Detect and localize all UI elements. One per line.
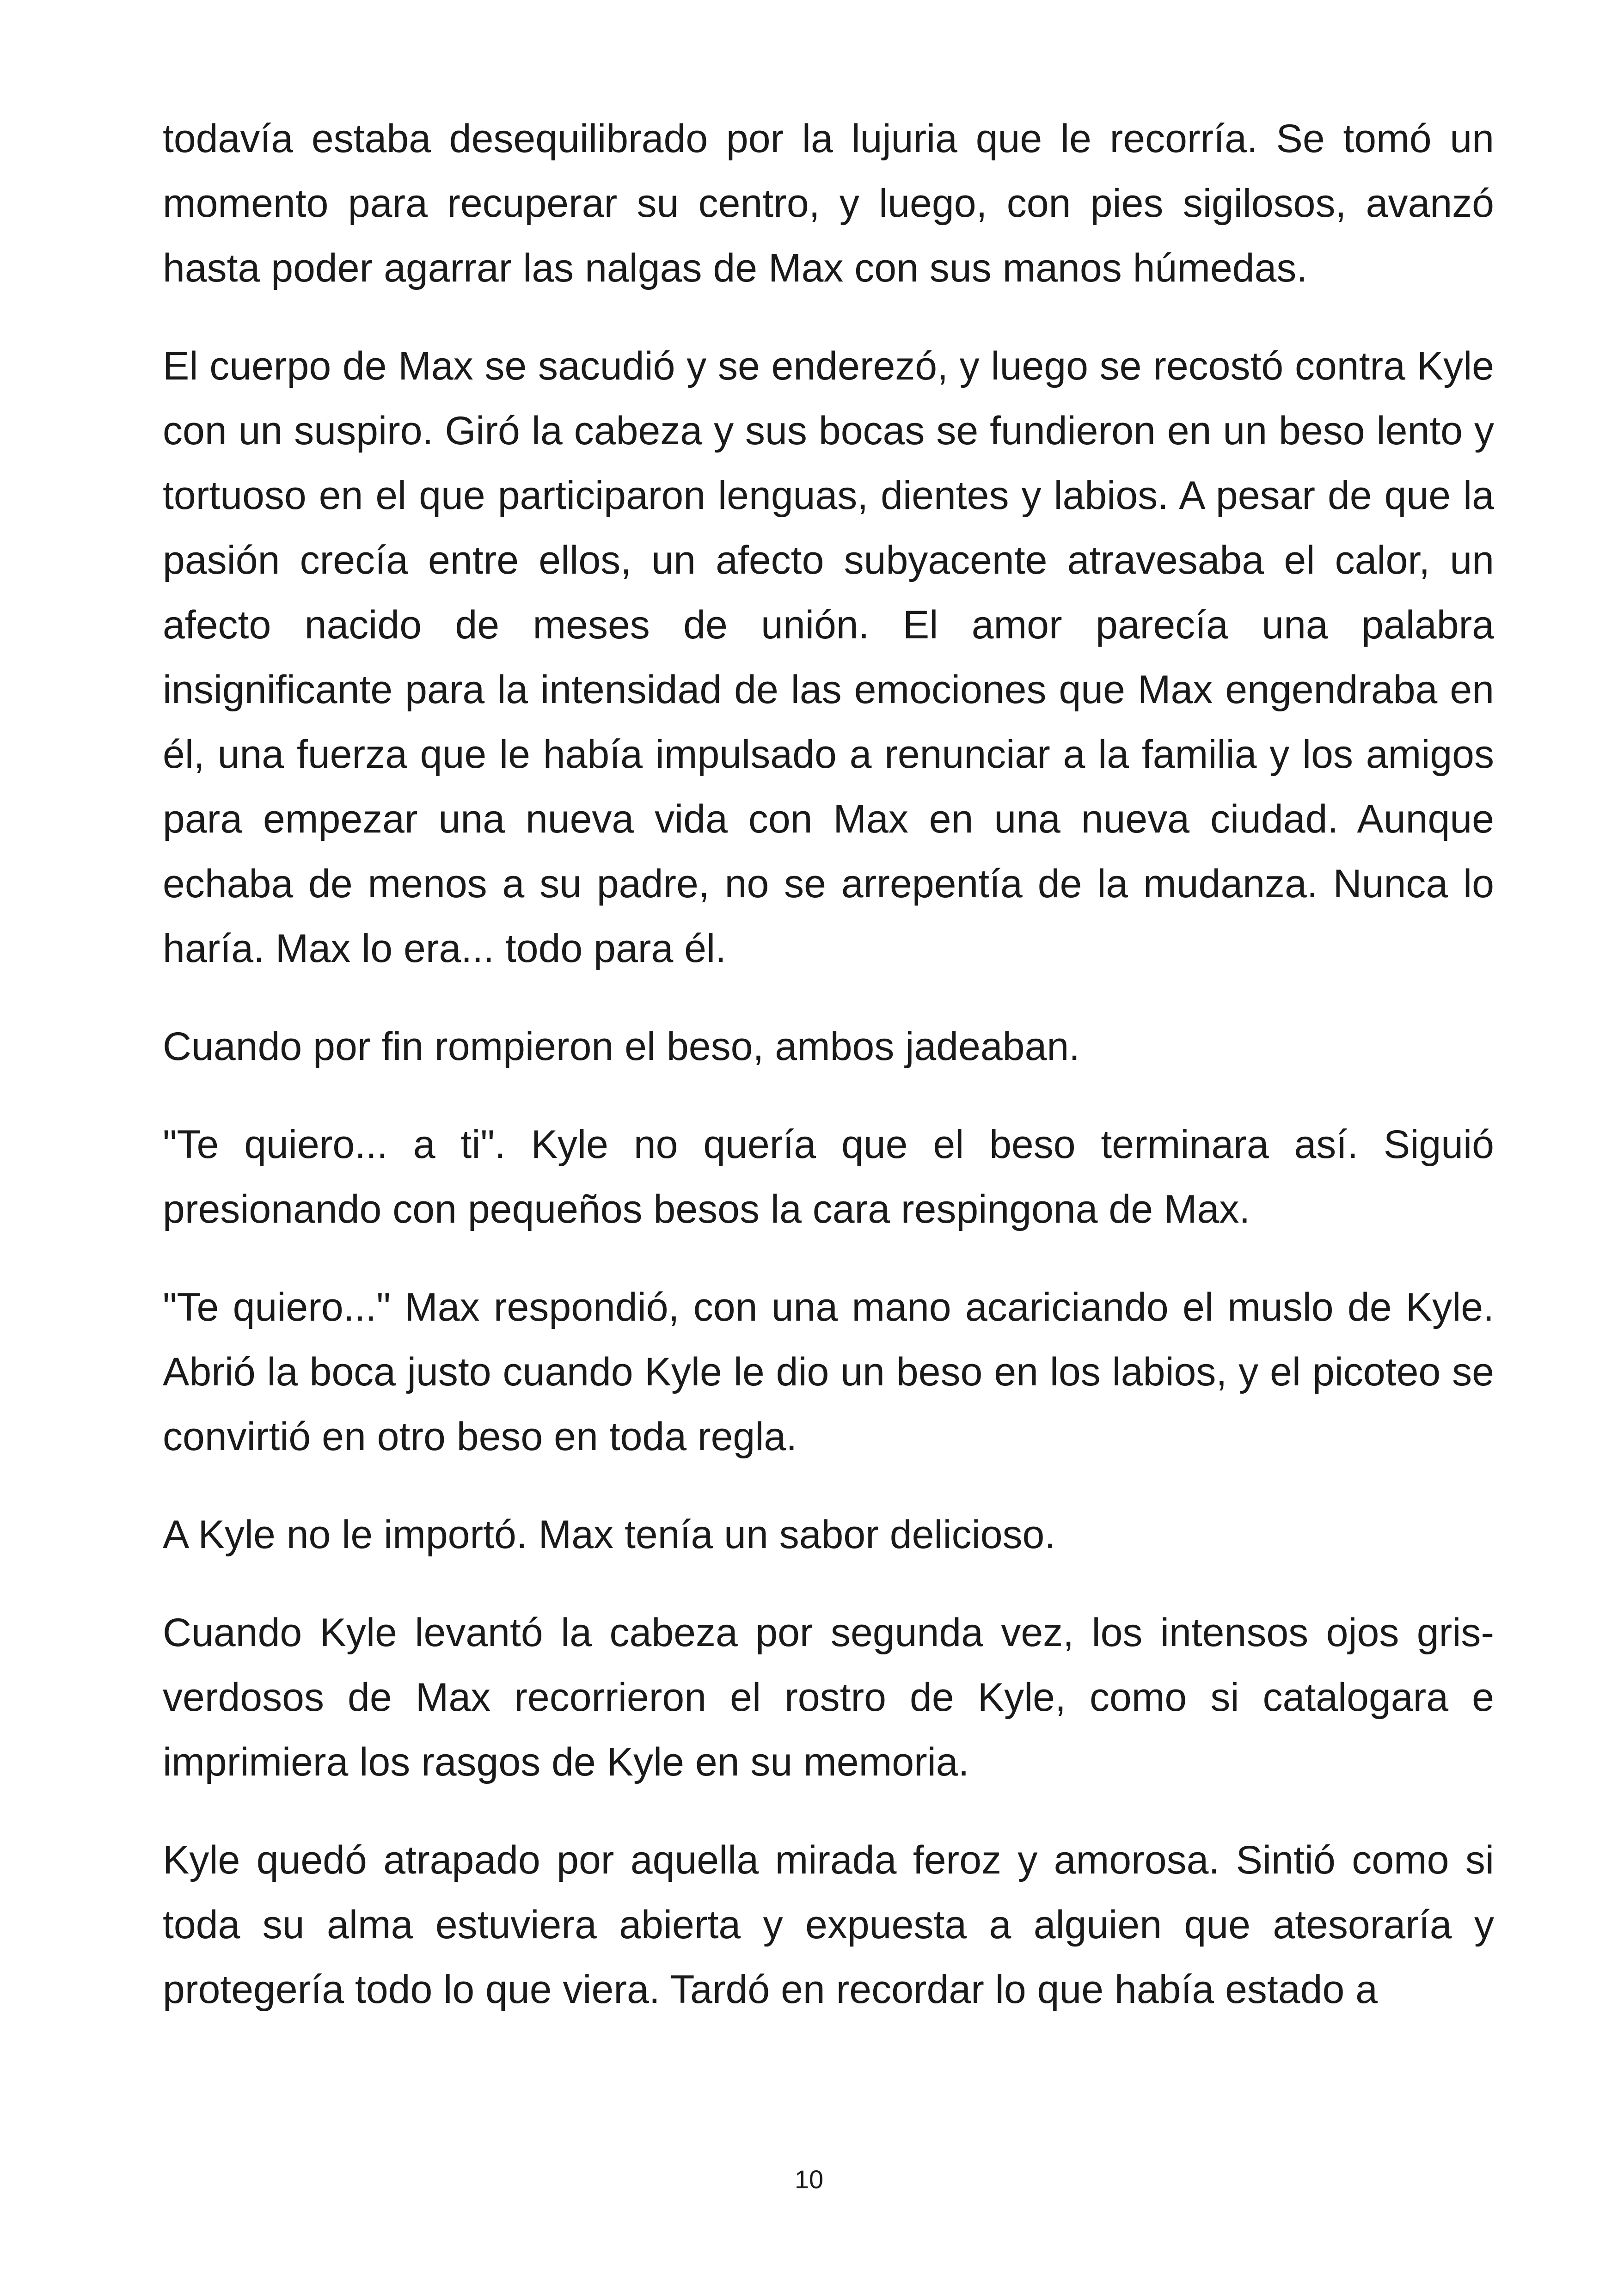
paragraph-6: A Kyle no le importó. Max tenía un sabor delicioso.	[163, 1512, 1056, 1557]
paragraph-1: todavía estaba desequilibrado por la lujuria que le recorría. Se tomó un momento para recuperar su centro, y luego, con pies sigilosos, avanzó hasta poder agarrar las nalgas de Max con sus manos húmedas.	[163, 116, 1494, 290]
paragraph-3: Cuando por fin rompieron el beso, ambos jadeaban.	[163, 1024, 1080, 1069]
paragraph-7: Cuando Kyle levantó la cabeza por segunda vez, los intensos ojos gris-verdosos de Max recorrieron el rostro de Kyle, como si catalogara e imprimiera los rasgos de Kyle en su memoria.	[163, 1610, 1494, 1784]
paragraph-5: "Te quiero..." Max respondió, con una mano acariciando el muslo de Kyle. Abrió la boca justo cuando Kyle le dio un beso en los labios, y el picoteo se convirtió en otro beso en toda regla.	[163, 1285, 1494, 1459]
page-body-text	[163, 106, 1494, 2022]
paragraph-2: El cuerpo de Max se sacudió y se enderezó, y luego se recostó contra Kyle con un suspiro. Giró la cabeza y sus bocas se fundieron en un beso lento y tortuoso en el que participaron lenguas, dientes y labios. A pesar de que la pasión crecía entre ellos, un afecto subyacente atravesaba el calor, un afecto nacido de meses de unión. El amor parecía una palabra insignificante para la intensidad de las emociones que Max engendraba en él, una fuerza que le había impulsado a renunciar a la familia y los amigos para empezar una nueva vida con Max en una nueva ciudad. Aunque echaba de menos a su padre, no se arrepentía de la mudanza. Nunca lo haría. Max lo era... todo para él.	[163, 344, 1494, 971]
paragraph-8: Kyle quedó atrapado por aquella mirada feroz y amorosa. Sintió como si toda su alma estuviera abierta y expuesta a alguien que atesoraría y protegería todo lo que viera. Tardó en recordar lo que había estado a	[163, 1838, 1494, 2012]
paragraph-4: "Te quiero... a ti". Kyle no quería que el beso terminara así. Siguió presionando con pequeños besos la cara respingona de Max.	[163, 1122, 1494, 1231]
page-number: 10	[794, 2165, 824, 2194]
